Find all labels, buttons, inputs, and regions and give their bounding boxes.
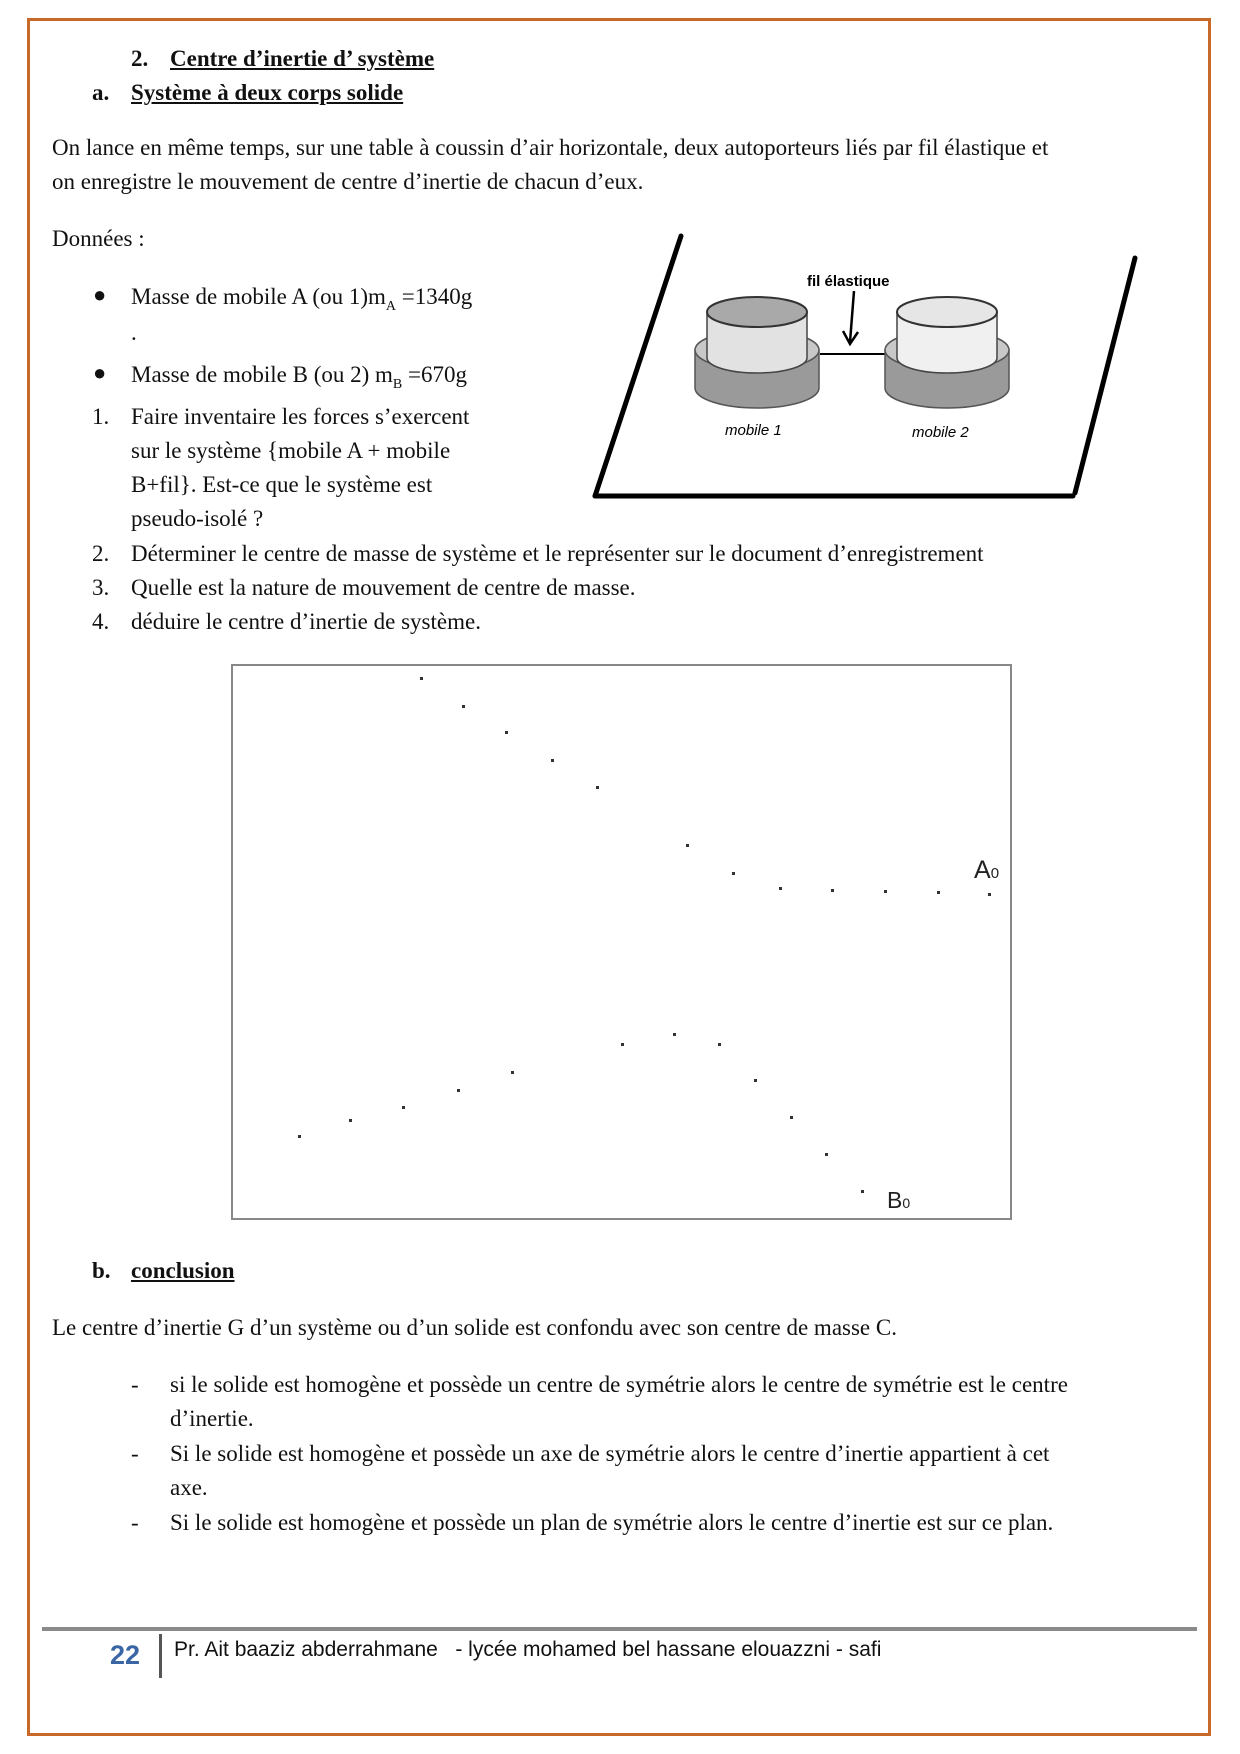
rule-2-dash: -: [131, 1441, 139, 1466]
question-2-number: 2.: [92, 541, 110, 566]
arrow-down-icon: [843, 291, 858, 344]
mass-b-symbol: m: [375, 362, 393, 387]
trace-a-dot: [884, 890, 887, 893]
recording-dots: [233, 666, 1010, 1218]
mass-b-line: [131, 358, 467, 402]
trace-b-dot: [718, 1043, 721, 1046]
rule-2-line: axe.: [170, 1475, 208, 1500]
mobile-1-label: mobile 1: [725, 422, 782, 439]
mass-b-value: =670g: [408, 362, 467, 387]
mobile-2-label: mobile 2: [912, 424, 969, 441]
table-edge-left: [595, 236, 681, 496]
label-b0-subscript: 0: [902, 1195, 911, 1211]
question-4-line: déduire le centre d’inertie de système.: [131, 609, 481, 634]
label-a0-subscript: 0: [990, 865, 1000, 882]
trace-b-dot: [673, 1033, 676, 1036]
label-a0: [974, 856, 999, 885]
trace-b-dot: [861, 1190, 864, 1193]
question-1-line: Faire inventaire les forces s’exercent: [131, 404, 470, 429]
rule-3-dash: -: [131, 1510, 139, 1535]
mass-a-symbol: m: [368, 284, 386, 309]
heading-a-title: Système à deux corps solide: [131, 80, 404, 105]
label-b0: [887, 1187, 910, 1214]
heading-b-number: b.: [92, 1258, 111, 1283]
question-3-line: Quelle est la nature de mouvement de centre de masse.: [131, 575, 636, 600]
trace-a-dot: [596, 786, 599, 789]
question-1-line: pseudo-isolé ?: [131, 506, 264, 531]
conclusion-text: Le centre d’inertie G d’un système ou d’un solide est confondu avec son centre de masse C.: [52, 1315, 897, 1340]
question-1-number: 1.: [92, 404, 110, 429]
trace-b-dot: [790, 1116, 793, 1119]
trace-b-dot: [511, 1071, 514, 1074]
table-edge-right: [1075, 258, 1135, 493]
mass-a-value: =1340g: [401, 284, 473, 309]
trace-b-dot: [825, 1153, 828, 1156]
bullet-icon: ●: [93, 282, 107, 307]
page-number: 22: [110, 1640, 141, 1670]
fil-elastique-label: fil élastique: [807, 273, 890, 290]
question-1-line: sur le système {mobile A + mobile: [131, 438, 451, 463]
label-a0-letter: A: [974, 856, 991, 884]
trace-a-dot: [551, 759, 554, 762]
trace-a-dot: [462, 705, 465, 708]
trace-b-dot: [457, 1089, 460, 1092]
footer-rule: [42, 1627, 1197, 1631]
mass-a-line: [131, 280, 472, 324]
trace-a-dot: [779, 887, 782, 890]
heading-2-title: Centre d’inertie d’ système: [170, 46, 435, 71]
rule-3-line: Si le solide est homogène et possède un plan de symétrie alors le centre d’inertie est sur ce plan.: [170, 1510, 1054, 1535]
question-4-number: 4.: [92, 609, 110, 634]
question-2-line: Déterminer le centre de masse de système et le représenter sur le document d’enregistrement: [131, 541, 984, 566]
label-b0-letter: B: [887, 1187, 903, 1213]
donnees-label: Données :: [52, 226, 145, 251]
mass-b-label: Masse de mobile B (ou 2): [131, 362, 370, 387]
rule-2-line: Si le solide est homogène et possède un axe de symétrie alors le centre d’inertie appartient à cet: [170, 1441, 1050, 1466]
question-3-number: 3.: [92, 575, 110, 600]
mass-a-label: Masse de mobile A (ou 1): [131, 284, 368, 309]
question-1-line: B+fil}. Est-ce que le système est: [131, 472, 433, 497]
rule-1-line: d’inertie.: [170, 1406, 254, 1431]
recording-document: [231, 664, 1012, 1220]
footer-author: Pr. Ait baaziz abderrahmane - lycée mohamed bel hassane elouazzni - safi: [174, 1638, 882, 1661]
trace-a-dot: [988, 893, 991, 896]
trace-a-dot: [505, 731, 508, 734]
intro-line-1: On lance en même temps, sur une table à coussin d’air horizontale, deux autoporteurs liés par fil élastique et: [52, 135, 1049, 160]
trace-a-dot: [686, 844, 689, 847]
trace-a-dot: [420, 677, 423, 680]
heading-b-title: conclusion: [131, 1258, 235, 1283]
trace-b-dot: [402, 1106, 405, 1109]
trace-a-dot: [831, 889, 834, 892]
rule-1-line: si le solide est homogène et possède un centre de symétrie alors le centre de symétrie est le centre: [170, 1372, 1068, 1397]
trace-a-dot: [937, 891, 940, 894]
bullet-icon: ●: [93, 360, 107, 385]
footer-separator: [159, 1634, 162, 1678]
mobile-2-puck: [885, 297, 1009, 408]
mass-a-subscript: A: [385, 299, 397, 314]
trace-b-dot: [298, 1135, 301, 1138]
heading-a-number: a.: [92, 80, 110, 105]
air-table-figure: [585, 228, 1145, 508]
trace-b-dot: [754, 1079, 757, 1082]
mass-b-subscript: B: [392, 377, 403, 392]
rule-1-dash: -: [131, 1372, 139, 1397]
intro-line-2: on enregistre le mouvement de centre d’inertie de chacun d’eux.: [52, 169, 644, 194]
mobile-1-puck: [695, 297, 819, 408]
mass-a-trail: .: [131, 320, 137, 345]
heading-2-number: 2.: [131, 46, 149, 71]
trace-b-dot: [621, 1043, 624, 1046]
trace-b-dot: [349, 1119, 352, 1122]
trace-a-dot: [732, 872, 735, 875]
